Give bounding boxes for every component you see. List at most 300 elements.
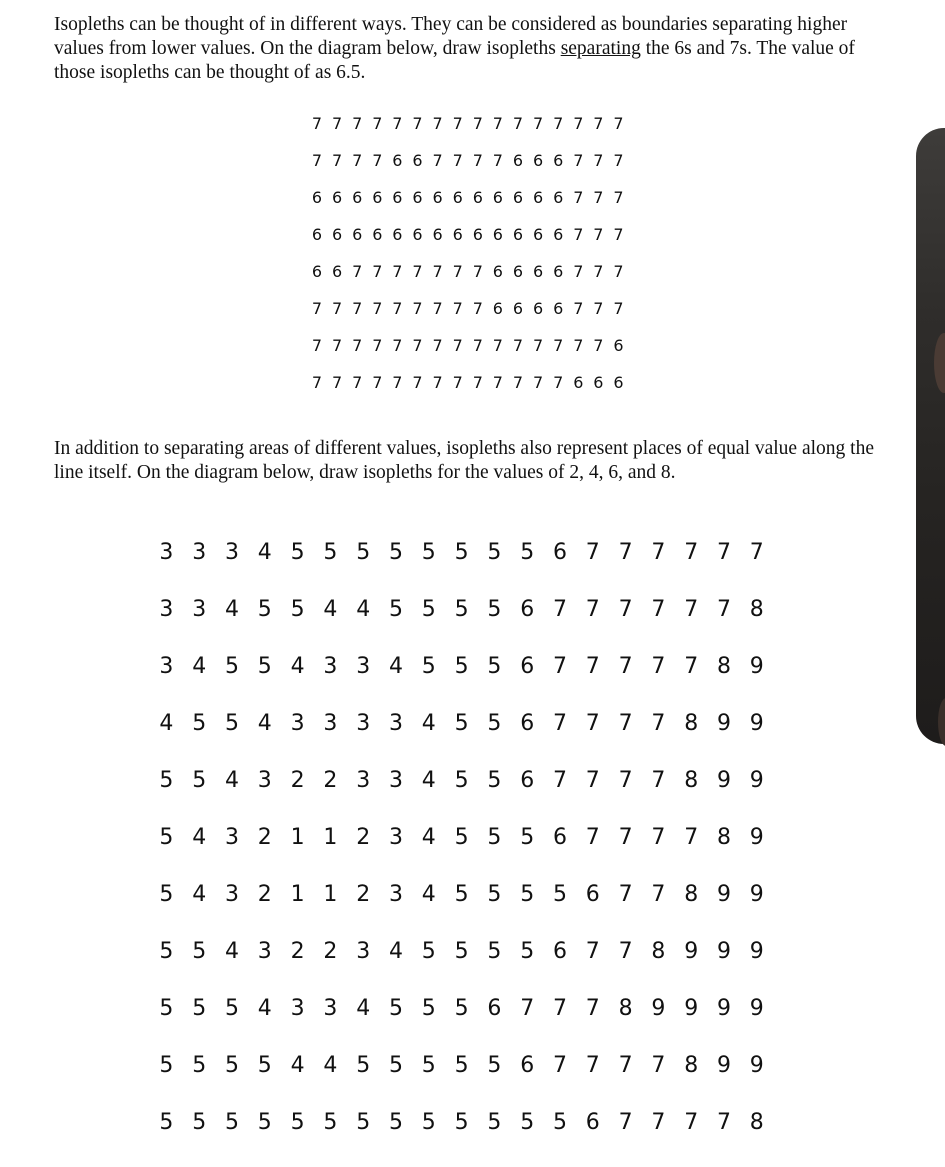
grid-value: 3 [323,711,338,736]
grid-value: 3 [388,711,403,736]
grid-value: 4 [224,939,239,964]
grid-value: 7 [613,262,624,281]
grid-value: 6 [552,540,567,565]
grid-value: 3 [388,825,403,850]
grid-value: 3 [192,597,207,622]
intro-text-end: the 6s and 7s. The value of those isopleths can be thought of as 6.5. [54,38,855,83]
grid-value: 6 [472,188,483,207]
grid-value: 6 [412,151,423,170]
grid-value: 6 [487,996,502,1021]
grid-value: 6 [492,188,503,207]
grid-value: 7 [593,299,604,318]
grid-row [307,114,627,134]
grid-value: 4 [388,939,403,964]
grid-value: 5 [487,768,502,793]
grid-value: 7 [372,373,383,392]
grid-value: 5 [224,711,239,736]
grid-value: 5 [323,540,338,565]
grid-value: 5 [487,654,502,679]
grid-value: 8 [716,825,731,850]
grid-value: 3 [159,540,174,565]
grid-value: 8 [684,1053,699,1078]
grid-value: 7 [372,114,383,133]
grid-value: 3 [290,996,305,1021]
grid-value: 7 [552,711,567,736]
grid-value: 8 [684,768,699,793]
grid-value: 5 [487,1053,502,1078]
grid-value: 4 [421,825,436,850]
grid-value: 5 [454,882,469,907]
grid-value: 3 [323,654,338,679]
grid-value: 7 [585,939,600,964]
grid-row [307,373,627,393]
grid-value: 7 [352,262,363,281]
grid-value: 5 [454,768,469,793]
grid-row [150,537,780,569]
grid-row [150,765,780,797]
grid-value: 7 [552,768,567,793]
grid-value: 7 [472,336,483,355]
grid-row [307,336,627,356]
grid-value: 3 [388,882,403,907]
grid-value: 4 [257,996,272,1021]
grid-value: 5 [257,597,272,622]
grid-row [150,993,780,1025]
second-paragraph: In addition to separating areas of different values, isopleths also represent places of equal value along the line itself. On the diagram below, draw isopleths for the values of 2, 4, 6, and 8. [54,438,874,483]
grid-value: 7 [332,151,343,170]
grid-value: 5 [192,1053,207,1078]
grid-value: 6 [613,336,624,355]
underlined-word: separating [560,38,641,59]
grid-value: 6 [332,262,343,281]
grid-value: 7 [553,114,564,133]
side-overlay-panel [916,128,945,744]
grid-value: 7 [585,768,600,793]
grid-value: 5 [520,1110,535,1135]
grid-value: 8 [684,882,699,907]
grid-value: 2 [257,825,272,850]
grid-row [150,1050,780,1082]
grid-value: 5 [487,939,502,964]
grid-value: 4 [323,1053,338,1078]
grid-value: 3 [356,939,371,964]
grid-value: 7 [452,336,463,355]
grid-value: 7 [613,225,624,244]
grid-value: 6 [520,597,535,622]
grid-value: 7 [372,262,383,281]
grid-value: 6 [520,654,535,679]
grid-value: 4 [388,654,403,679]
grid-value: 3 [159,654,174,679]
grid-value: 4 [323,597,338,622]
grid-value: 9 [716,882,731,907]
grid-value: 7 [613,188,624,207]
grid-value: 4 [192,825,207,850]
grid-value: 7 [472,299,483,318]
grid-value: 3 [192,540,207,565]
grid-value: 7 [492,114,503,133]
grid-value: 5 [159,996,174,1021]
grid-value: 5 [520,540,535,565]
grid-value: 7 [684,654,699,679]
grid-value: 7 [593,262,604,281]
grid-value: 3 [356,654,371,679]
grid-value: 6 [553,188,564,207]
grid-value: 7 [684,825,699,850]
grid-value: 7 [552,597,567,622]
grid-value: 7 [452,373,463,392]
grid-value: 5 [159,825,174,850]
grid-value: 5 [192,939,207,964]
grid-value: 6 [311,262,323,281]
grid-value: 7 [573,114,584,133]
grid-value: 6 [352,225,363,244]
grid-value: 4 [192,882,207,907]
grid-value: 7 [311,114,323,133]
grid-value: 3 [323,996,338,1021]
grid-value: 5 [421,939,436,964]
grid-value: 6 [352,188,363,207]
grid-value: 7 [613,299,624,318]
grid-value: 9 [749,768,764,793]
grid-value: 7 [452,299,463,318]
grid-value: 5 [487,825,502,850]
grid-value: 7 [352,151,363,170]
grid-value: 5 [388,1053,403,1078]
grid-value: 8 [749,1110,764,1135]
grid-value: 9 [716,996,731,1021]
grid-value: 7 [311,299,323,318]
grid-value: 7 [716,1110,731,1135]
grid-value: 5 [421,1053,436,1078]
grid-value: 5 [290,540,305,565]
grid-value: 5 [159,768,174,793]
grid-value: 7 [573,262,584,281]
grid-value: 4 [421,768,436,793]
grid-value: 5 [421,996,436,1021]
intro-text-start: Isopleths can be thought of in different ways. They can be considered as boundaries separating higher values from lower values. On the diagram below, draw isopleths [54,14,848,59]
grid-value: 6 [533,299,544,318]
grid-value: 7 [593,225,604,244]
grid-value: 6 [372,188,383,207]
grid-value: 7 [585,1053,600,1078]
grid-value: 6 [432,188,443,207]
grid-value: 6 [452,225,463,244]
grid-value: 6 [585,882,600,907]
grid-value: 7 [618,597,633,622]
grid-value: 6 [432,225,443,244]
grid-value: 5 [388,996,403,1021]
grid-value: 2 [323,939,338,964]
grid-value: 6 [613,373,624,392]
grid-value: 4 [257,540,272,565]
grid-value: 5 [388,540,403,565]
grid-value: 5 [192,996,207,1021]
grid-value: 6 [472,225,483,244]
grid-value: 5 [487,540,502,565]
grid-value: 7 [533,114,544,133]
grid-value: 6 [492,262,503,281]
grid-value: 9 [684,939,699,964]
grid-value: 7 [452,262,463,281]
grid-value: 7 [512,114,524,133]
grid-value: 8 [684,711,699,736]
grid-value: 7 [651,597,666,622]
grid-value: 7 [585,540,600,565]
grid-value: 7 [392,373,403,392]
grid-value: 5 [421,540,436,565]
grid-value: 5 [159,1110,174,1135]
grid-value: 4 [356,597,371,622]
grid-value: 6 [573,373,584,392]
grid-value: 5 [257,654,272,679]
grid-value: 7 [553,336,564,355]
grid-value: 7 [372,151,383,170]
grid-value: 7 [452,114,463,133]
grid-value: 5 [224,1110,239,1135]
grid-value: 7 [651,711,666,736]
grid-value: 7 [311,336,323,355]
grid-value: 7 [573,299,584,318]
grid-row [307,299,627,319]
grid-value: 7 [392,114,403,133]
grid-value: 7 [553,373,564,392]
grid-value: 6 [332,188,343,207]
grid-value: 6 [512,225,524,244]
grid-value: 5 [487,597,502,622]
grid-value: 6 [412,225,423,244]
grid-value: 6 [512,262,524,281]
grid-value: 2 [290,939,305,964]
grid-value: 7 [311,151,323,170]
grid-value: 3 [257,939,272,964]
grid-value: 6 [372,225,383,244]
grid-value: 5 [356,1053,371,1078]
grid-value: 6 [553,151,564,170]
grid-value: 7 [512,373,524,392]
grid-value: 6 [512,299,524,318]
grid-value: 7 [372,336,383,355]
grid-value: 7 [492,151,503,170]
grid-value: 2 [356,882,371,907]
grid-value: 5 [487,1110,502,1135]
grid-value: 6 [593,373,604,392]
grid-value: 3 [356,711,371,736]
grid-value: 5 [520,882,535,907]
intro-paragraph [54,13,884,85]
grid-value: 7 [684,597,699,622]
grid-value: 7 [593,151,604,170]
grid-value: 5 [552,882,567,907]
grid-value: 4 [159,711,174,736]
grid-value: 4 [290,654,305,679]
grid-value: 7 [585,825,600,850]
grid-value: 7 [585,597,600,622]
grid-value: 6 [533,262,544,281]
grid-value: 6 [553,299,564,318]
grid-value: 5 [388,597,403,622]
grid-value: 6 [512,188,524,207]
grid-value: 7 [716,597,731,622]
grid-value: 9 [749,882,764,907]
overlay-shading [938,698,945,746]
grid-value: 5 [159,882,174,907]
grid-value: 9 [716,939,731,964]
isopleth-grid-6-7 [307,114,627,399]
grid-value: 2 [323,768,338,793]
grid-value: 7 [618,540,633,565]
grid-value: 3 [257,768,272,793]
grid-value: 5 [454,597,469,622]
grid-value: 9 [749,1053,764,1078]
grid-value: 7 [585,654,600,679]
grid-value: 7 [412,336,423,355]
grid-value: 6 [520,1053,535,1078]
grid-value: 3 [159,597,174,622]
grid-value: 6 [585,1110,600,1135]
grid-value: 8 [618,996,633,1021]
grid-value: 7 [432,373,443,392]
grid-value: 7 [593,336,604,355]
grid-value: 7 [684,540,699,565]
grid-value: 7 [452,151,463,170]
grid-value: 7 [311,373,323,392]
grid-value: 7 [618,654,633,679]
grid-value: 7 [332,336,343,355]
grid-value: 7 [472,151,483,170]
grid-value: 9 [716,768,731,793]
grid-value: 5 [520,939,535,964]
grid-value: 7 [613,114,624,133]
grid-value: 7 [716,540,731,565]
grid-value: 2 [290,768,305,793]
grid-value: 5 [552,1110,567,1135]
grid-value: 9 [749,939,764,964]
grid-value: 5 [257,1053,272,1078]
grid-value: 7 [432,262,443,281]
grid-value: 5 [356,540,371,565]
grid-value: 7 [651,825,666,850]
overlay-shading [934,333,945,393]
grid-value: 7 [552,996,567,1021]
grid-value: 7 [585,996,600,1021]
grid-value: 7 [352,373,363,392]
grid-value: 7 [618,939,633,964]
grid-value: 5 [454,1053,469,1078]
grid-value: 4 [224,768,239,793]
grid-value: 7 [472,262,483,281]
grid-value: 2 [356,825,371,850]
grid-value: 7 [332,373,343,392]
grid-value: 1 [323,882,338,907]
grid-value: 5 [454,825,469,850]
grid-value: 9 [749,711,764,736]
grid-value: 7 [332,114,343,133]
grid-value: 7 [573,225,584,244]
grid-value: 4 [356,996,371,1021]
grid-value: 7 [412,114,423,133]
grid-value: 5 [454,1110,469,1135]
grid-row [150,1107,780,1139]
grid-value: 7 [552,654,567,679]
grid-value: 7 [651,1053,666,1078]
grid-value: 7 [392,262,403,281]
grid-value: 5 [356,1110,371,1135]
grid-value: 7 [613,151,624,170]
grid-value: 6 [392,188,403,207]
grid-value: 7 [392,299,403,318]
grid-value: 7 [512,336,524,355]
grid-row [150,936,780,968]
grid-row [307,188,627,208]
grid-value: 6 [492,225,503,244]
grid-value: 4 [421,711,436,736]
grid-value: 7 [593,114,604,133]
grid-value: 7 [533,336,544,355]
grid-value: 7 [412,299,423,318]
grid-value: 5 [290,1110,305,1135]
grid-value: 7 [651,654,666,679]
grid-row [307,262,627,282]
grid-value: 3 [388,768,403,793]
grid-value: 6 [392,151,403,170]
grid-value: 3 [224,882,239,907]
grid-value: 5 [421,1110,436,1135]
grid-value: 5 [454,540,469,565]
grid-value: 5 [192,1110,207,1135]
grid-value: 7 [684,1110,699,1135]
grid-value: 7 [372,299,383,318]
grid-row [150,822,780,854]
grid-value: 5 [487,711,502,736]
grid-value: 7 [352,299,363,318]
grid-value: 9 [749,996,764,1021]
grid-value: 5 [257,1110,272,1135]
grid-value: 5 [487,882,502,907]
grid-value: 5 [159,1053,174,1078]
grid-value: 7 [585,711,600,736]
grid-value: 6 [533,188,544,207]
grid-value: 7 [352,336,363,355]
grid-row [150,708,780,740]
grid-row [150,651,780,683]
grid-value: 7 [412,373,423,392]
grid-value: 7 [618,1110,633,1135]
grid-value: 7 [492,373,503,392]
grid-value: 7 [573,151,584,170]
grid-value: 3 [224,540,239,565]
grid-value: 6 [520,768,535,793]
grid-value: 4 [224,597,239,622]
grid-value: 7 [552,1053,567,1078]
grid-value: 3 [224,825,239,850]
grid-value: 7 [749,540,764,565]
grid-value: 7 [472,373,483,392]
grid-value: 7 [573,188,584,207]
grid-value: 7 [352,114,363,133]
grid-value: 7 [492,336,503,355]
grid-value: 6 [311,188,323,207]
grid-value: 3 [290,711,305,736]
grid-value: 3 [356,768,371,793]
grid-value: 5 [454,996,469,1021]
grid-value: 6 [553,262,564,281]
grid-value: 9 [716,1053,731,1078]
grid-value: 6 [392,225,403,244]
grid-value: 4 [421,882,436,907]
grid-value: 7 [618,1053,633,1078]
grid-value: 7 [618,768,633,793]
